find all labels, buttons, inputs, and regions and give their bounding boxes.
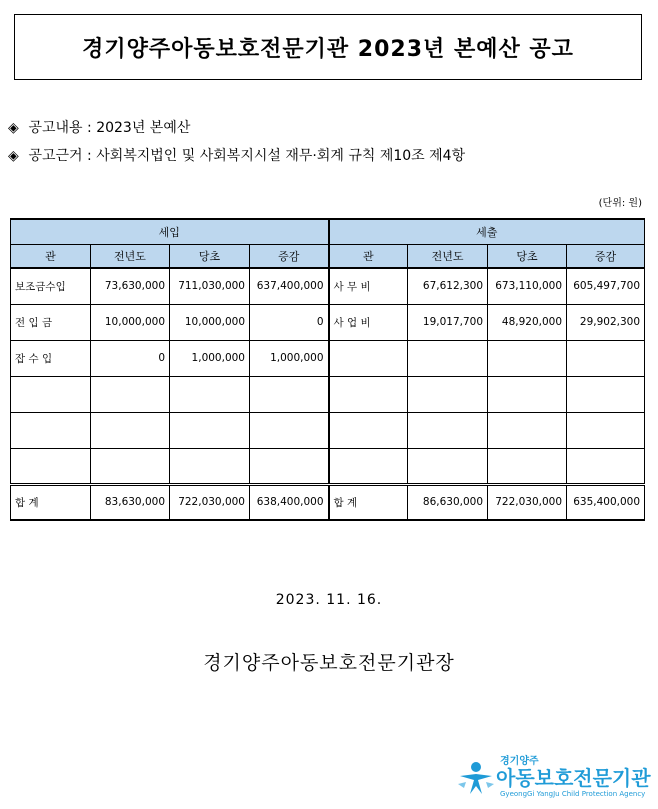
unit-label: (단위: 원) <box>598 198 642 209</box>
info-sep: : <box>82 120 97 136</box>
cell-expense-orig: 673,110,000 <box>488 268 567 304</box>
diamond-bullet-icon: ◈ <box>8 148 19 164</box>
cell-income-diff: 0 <box>250 304 329 340</box>
cell-expense-orig <box>488 376 567 412</box>
cell-expense-name <box>329 376 408 412</box>
cell-income-name: 보조금수입 <box>11 268 91 304</box>
cell-income-prev <box>91 376 170 412</box>
cell-income-name: 합 계 <box>11 484 91 520</box>
cell-income-prev <box>91 448 170 484</box>
cell-income-diff <box>250 412 329 448</box>
logo-region-text: 경기양주 <box>500 756 539 767</box>
column-header: 당초 <box>170 244 250 268</box>
budget-table <box>10 218 645 521</box>
cell-income-diff: 638,400,000 <box>250 484 329 520</box>
cell-expense-diff: 635,400,000 <box>567 484 645 520</box>
income-header: 세입 <box>11 219 329 244</box>
cell-expense-orig: 722,030,000 <box>488 484 567 520</box>
cell-expense-prev: 19,017,700 <box>408 304 488 340</box>
cell-income-name: 전 입 금 <box>11 304 91 340</box>
table-total-row <box>11 484 645 520</box>
cell-income-orig: 711,030,000 <box>170 268 250 304</box>
cell-income-prev: 10,000,000 <box>91 304 170 340</box>
cell-expense-name <box>329 412 408 448</box>
cell-income-name <box>11 448 91 484</box>
info-line-content <box>8 117 190 137</box>
table-row <box>11 340 645 376</box>
cell-expense-diff <box>567 412 645 448</box>
cell-income-prev: 83,630,000 <box>91 484 170 520</box>
info-line-basis <box>8 145 465 165</box>
cell-income-orig: 722,030,000 <box>170 484 250 520</box>
agency-logo-mark-icon <box>456 758 496 798</box>
info-value: 사회복지법인 및 사회복지시설 재무·회계 규칙 제10조 제4항 <box>96 148 466 164</box>
table-row <box>11 376 645 412</box>
agency-logo <box>456 752 652 802</box>
logo-english-name: GyeongGi YangJu Child Protection Agency <box>500 790 646 798</box>
column-header: 관 <box>329 244 408 268</box>
diamond-bullet-icon: ◈ <box>8 120 19 136</box>
logo-agency-name: 아동보호전문기관 <box>496 766 651 790</box>
column-header: 증감 <box>567 244 645 268</box>
cell-income-orig <box>170 448 250 484</box>
cell-expense-prev <box>408 340 488 376</box>
table-row <box>11 448 645 484</box>
cell-expense-name: 사 무 비 <box>329 268 408 304</box>
cell-income-diff: 1,000,000 <box>250 340 329 376</box>
cell-income-orig <box>170 412 250 448</box>
cell-income-diff <box>250 448 329 484</box>
signature: 경기양주아동보호전문기관장 <box>203 652 455 674</box>
info-sep: : <box>82 148 97 164</box>
table-row <box>11 268 645 304</box>
table-column-header <box>11 244 645 268</box>
cell-expense-diff <box>567 448 645 484</box>
cell-income-name: 잡 수 입 <box>11 340 91 376</box>
cell-expense-prev: 67,612,300 <box>408 268 488 304</box>
cell-expense-name <box>329 448 408 484</box>
column-header: 당초 <box>488 244 567 268</box>
table-header-group <box>11 219 645 244</box>
cell-income-orig: 1,000,000 <box>170 340 250 376</box>
cell-income-name <box>11 412 91 448</box>
expense-header: 세출 <box>329 219 645 244</box>
info-value: 2023년 본예산 <box>96 120 191 136</box>
cell-expense-prev <box>408 412 488 448</box>
cell-expense-diff <box>567 340 645 376</box>
cell-income-prev: 0 <box>91 340 170 376</box>
cell-expense-orig <box>488 412 567 448</box>
cell-expense-prev: 86,630,000 <box>408 484 488 520</box>
column-header: 관 <box>11 244 91 268</box>
cell-income-prev: 73,630,000 <box>91 268 170 304</box>
table-row <box>11 412 645 448</box>
cell-income-diff: 637,400,000 <box>250 268 329 304</box>
title-box <box>14 14 642 80</box>
cell-income-name <box>11 376 91 412</box>
cell-expense-orig: 48,920,000 <box>488 304 567 340</box>
table-row <box>11 304 645 340</box>
cell-income-diff <box>250 376 329 412</box>
cell-income-prev <box>91 412 170 448</box>
cell-expense-orig <box>488 340 567 376</box>
cell-expense-prev <box>408 376 488 412</box>
cell-expense-orig <box>488 448 567 484</box>
cell-expense-prev <box>408 448 488 484</box>
column-header: 전년도 <box>408 244 488 268</box>
announcement-date: 2023. 11. 16. <box>275 592 383 608</box>
cell-income-orig: 10,000,000 <box>170 304 250 340</box>
column-header: 증감 <box>250 244 329 268</box>
cell-expense-name <box>329 340 408 376</box>
info-label: 공고근거 <box>28 148 83 164</box>
cell-expense-name: 사 업 비 <box>329 304 408 340</box>
cell-expense-diff: 605,497,700 <box>567 268 645 304</box>
cell-income-orig <box>170 376 250 412</box>
column-header: 전년도 <box>91 244 170 268</box>
cell-expense-diff <box>567 376 645 412</box>
page-title: 경기양주아동보호전문기관 2023년 본예산 공고 <box>82 36 574 62</box>
info-label: 공고내용 <box>28 120 83 136</box>
cell-expense-name: 합 계 <box>329 484 408 520</box>
cell-expense-diff: 29,902,300 <box>567 304 645 340</box>
